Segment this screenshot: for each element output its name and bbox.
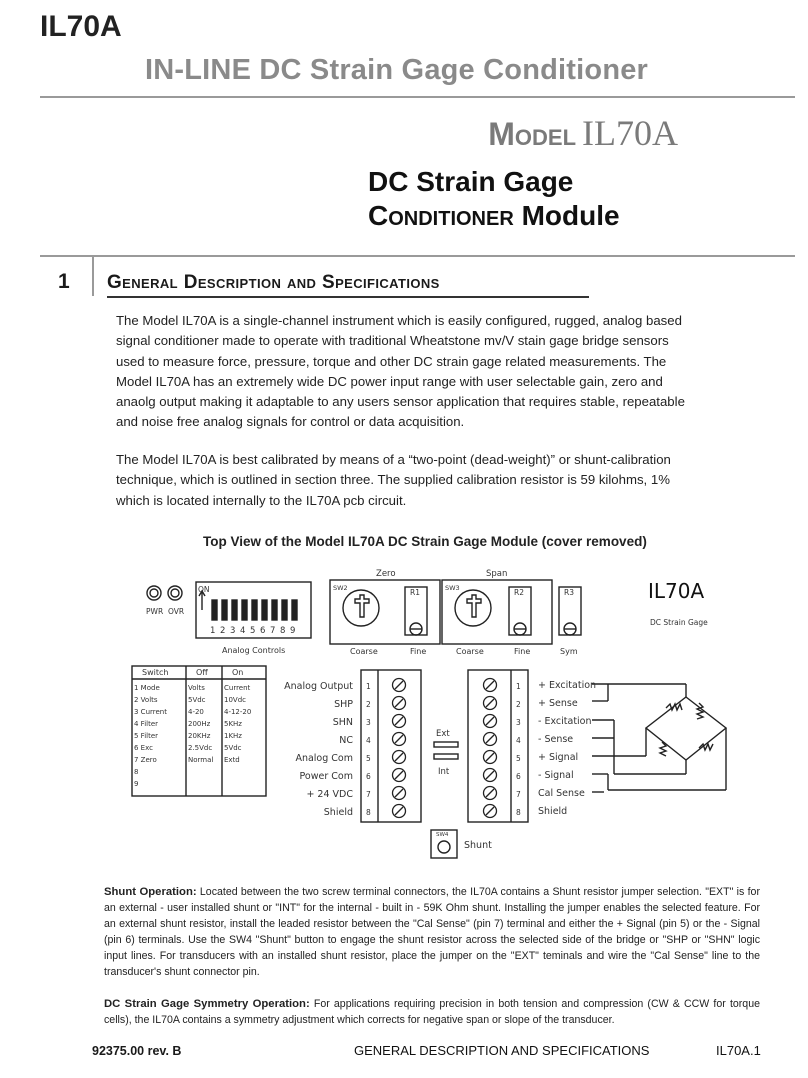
left-pin-3: 3 [366,718,371,727]
switch-row-5-off: 20KHz [188,732,211,740]
switch-row-6-name: 6 Exc [134,744,153,752]
product-sublabel: DC Strain Gage [650,618,708,627]
switch-row-1-on: Current [224,684,251,692]
zero-label: Zero [376,569,396,579]
switch-row-2-on: 10Vdc [224,696,246,704]
right-pin-3: 3 [516,718,521,727]
r1-label: R1 [410,588,420,597]
left-pin-4: 4 [366,736,371,745]
wheatstone-bridge [646,697,726,760]
left-pin-7: 7 [366,790,371,799]
module-diagram [118,562,730,868]
dip-switch-4[interactable] [242,600,247,620]
switch-row-2-off: 5Vdc [188,696,206,704]
dip-number-6: 6 [260,626,266,636]
footer-page-number: IL70A.1 [716,1043,761,1058]
model-word: Model [488,116,577,152]
terminal-label-analog-output: Analog Output [284,681,353,692]
subtitle-module: Module [521,200,620,231]
sw3-label: SW3 [445,584,460,592]
sym-label: Sym [560,647,578,656]
sw2-label: SW2 [333,584,348,592]
switch-row-5-on: 1KHz [224,732,242,740]
terminal-label-24vdc: + 24 VDC [306,789,353,800]
switch-row-3-name: 3 Current [134,708,167,716]
switch-row-4-off: 200Hz [188,720,211,728]
bridge-resistor-4 [699,744,713,750]
left-pin-8: 8 [366,808,371,817]
top-divider [40,96,795,98]
terminal-label-shn: SHN [332,717,353,728]
ovr-led-label: OVR [168,607,185,616]
dip-switch-8[interactable] [282,600,287,620]
description-paragraph-2: The Model IL70A is best calibrated by means of a “two-point (dead-weight)” or shunt-calibration technique, which is outlined in section three. The supplied calibration resistor is 59 kilohms, 1% which is located internally to the IL70A pcb circuit. [116,452,671,508]
pwr-led-inner [150,589,158,597]
switch-row-6-on: 5Vdc [224,744,242,752]
switch-row-7-on: Extd [224,756,240,764]
ovr-led-inner [171,589,179,597]
span-fine-label: Fine [514,647,531,656]
switch-row-3-on: 4-12-20 [224,708,252,716]
dip-switch-9[interactable] [292,600,297,620]
terminal-label-cal-sense: Cal Sense [538,788,585,799]
screw-terminals [393,679,497,818]
left-pin-1: 1 [366,682,371,691]
bridge-resistor-1 [666,704,682,710]
sw3-rotary-knob [467,595,481,617]
bridge-wiring [592,684,726,792]
switch-row-4-name: 4 Filter [134,720,159,728]
dip-switch-3[interactable] [232,600,237,620]
right-pin-6: 6 [516,772,521,781]
span-label: Span [486,569,508,579]
terminal-label-power-com: Power Com [299,771,353,782]
model-code: IL70A [40,10,122,43]
description-paragraph-1: The Model IL70A is a single-channel instrument which is easily configured, rugged, analog based signal conditioner made to operate with traditional Wheatstone mv/V stain gage bridge sensors used to measure force, pressure, torque and other DC strain gage related measurements. The Model IL70A has an extremely wide DC power input range with user selectable gain, zero and anaolg output making it adaptable to any users sensor application that requires stable, repeatable and noise free analog signals for control or data acquisition. [116,313,685,430]
dip-number-1: 1 [210,626,216,636]
terminal-label-shp: SHP [334,699,353,710]
dip-on-label: ON [198,585,210,594]
terminal-label-analog-com: Analog Com [295,753,353,764]
zero-coarse-label: Coarse [350,647,378,656]
switch-row-5-name: 5 Filter [134,732,159,740]
shunt-button[interactable] [438,841,450,853]
subtitle-line-2 [368,200,620,232]
switch-row-2-name: 2 Volts [134,696,158,704]
left-terminal-block [361,670,421,822]
product-label: IL70A [648,579,705,603]
left-pin-5: 5 [366,754,371,763]
right-pin-2: 2 [516,700,521,709]
dip-switch-5[interactable] [252,600,257,620]
dip-number-5: 5 [250,626,256,636]
ovr-led [168,586,182,600]
zero-fine-label: Fine [410,647,427,656]
pwr-led-label: PWR [146,607,164,616]
subtitle-line-1: DC Strain Gage [368,166,574,197]
dip-switch-6[interactable] [262,600,267,620]
r2-label: R2 [514,588,524,597]
dip-number-9: 9 [290,626,296,636]
dip-number-4: 4 [240,626,246,636]
dip-number-7: 7 [270,626,276,636]
right-pin-1: 1 [516,682,521,691]
sw4-label: SW4 [436,832,449,838]
switch-table-header-on: On [232,668,244,677]
terminal-label-pos-signal: + Signal [538,752,579,763]
dip-switch-2[interactable] [222,600,227,620]
terminal-label-neg-sense: - Sense [538,734,574,745]
right-pin-7: 7 [516,790,521,799]
left-pin-6: 6 [366,772,371,781]
switch-row-7-off: Normal [188,756,214,764]
right-pin-4: 4 [516,736,521,745]
dip-switch-1[interactable] [212,600,217,620]
section-title-underline [107,296,589,298]
switch-row-1-name: 1 Mode [134,684,160,692]
shunt-note-text: Located between the two screw terminal connectors, the IL70A contains a Shunt resistor jumper selection. "EXT" is for an external - user installed shunt or "INT" for the internal - built in - 59K Ohm shunt. Installing the jumper enables the selected feature. For an external shunt resistor, install the leaded resistor between the "Cal Sense" (pin 7) terminal and either the + Signal (pin 5) or the - Signal (pin 6) terminals. Use the SW4 "Shunt" button to engage the shunt resistor across the selected side of the bridge or "SHP or "SHN" logic input lines. For transducers with an installed shunt resistor, place the jumper on the "EXT" teminals and wire the "Cal Sense" line to the transducer's shunt connector pin. [104,886,760,978]
switch-row-9-name: 9 [134,780,139,788]
dip-number-8: 8 [280,626,286,636]
shunt-operation-note [104,884,760,980]
switch-row-6-off: 2.5Vdc [188,744,213,752]
dip-number-3: 3 [230,626,236,636]
left-pin-2: 2 [366,700,371,709]
int-jumper-label: Int [438,767,450,777]
terminal-label-pos-sense: + Sense [538,698,578,709]
dip-number-2: 2 [220,626,226,636]
switch-row-8-name: 8 [134,768,139,776]
section-title: General Description and Specifications [107,272,440,293]
switch-table-header-switch: Switch [142,668,169,677]
shunt-label: Shunt [464,840,492,851]
symmetry-note-title: DC Strain Gage Symmetry Operation: [104,998,310,1010]
footer-section-name: GENERAL DESCRIPTION AND SPECIFICATIONS [354,1043,650,1058]
r3-label: R3 [564,588,574,597]
shunt-note-title: Shunt Operation: [104,886,197,898]
terminal-label-nc: NC [339,735,353,746]
switch-row-1-off: Volts [188,684,205,692]
footer-doc-number: 92375.00 rev. B [92,1044,182,1058]
terminal-label-neg-excitation: - Excitation [538,716,592,727]
analog-controls-label: Analog Controls [222,646,286,655]
model-number: IL70A [582,113,678,153]
right-pin-5: 5 [516,754,521,763]
switch-row-3-off: 4-20 [188,708,204,716]
switch-table-header-off: Off [196,668,208,677]
symmetry-note-text: For applications requiring precision in both tension and compression (CW & CCW for torque cells), the IL70A contains a symmetry adjustment which corrects for negative span or slope of the transducer. [104,998,760,1026]
ext-jumper-pin [434,742,458,747]
dip-switch-7[interactable] [272,600,277,620]
int-jumper-pin [434,754,458,759]
switch-row-7-name: 7 Zero [134,756,157,764]
terminal-label-shield-right: Shield [538,806,568,817]
main-title: IN-LINE DC Strain Gage Conditioner [145,54,649,86]
terminal-label-neg-signal: - Signal [538,770,574,781]
terminal-label-pos-excitation: + Excitation [538,680,597,691]
subtitle-conditioner: Conditioner [368,200,514,231]
right-terminal-block [468,670,528,822]
section-number: 1 [58,270,70,293]
ext-jumper-label: Ext [436,729,450,739]
section-divider [40,255,795,257]
right-pin-8: 8 [516,808,521,817]
symmetry-operation-note [104,996,760,1028]
model-heading [488,112,678,154]
terminal-label-shield-left: Shield [323,807,353,818]
figure-caption: Top View of the Model IL70A DC Strain Gage Module (cover removed) [203,534,647,549]
switch-row-4-on: 5KHz [224,720,242,728]
pwr-led [147,586,161,600]
sw2-rotary-knob [355,595,369,617]
section-vertical-rule [92,256,94,296]
span-coarse-label: Coarse [456,647,484,656]
